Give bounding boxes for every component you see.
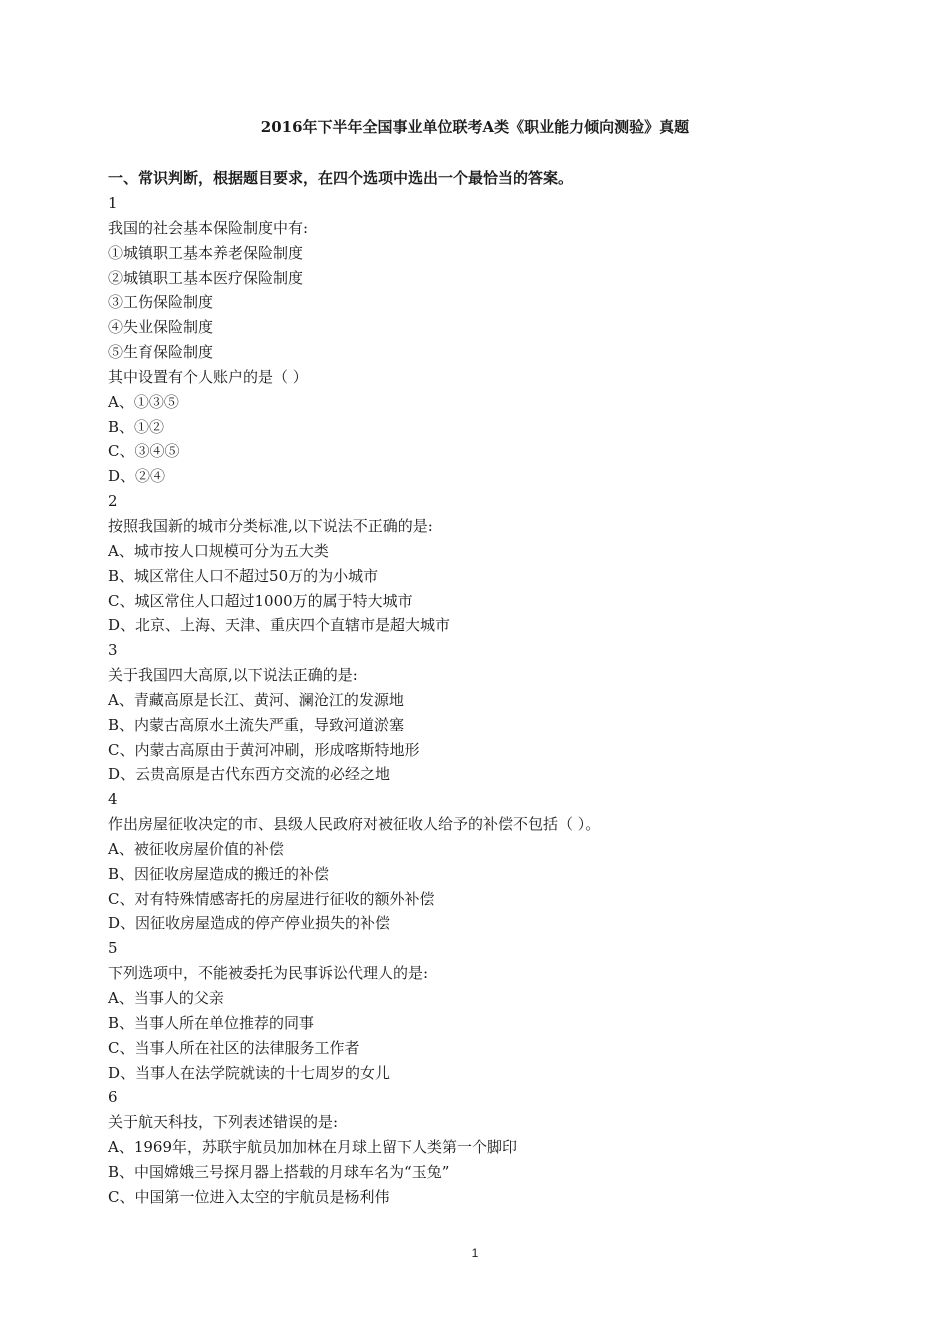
text-line: A、被征收房屋价值的补偿 xyxy=(108,839,284,858)
text-line: A、城市按人口规模可分为五大类 xyxy=(108,541,329,560)
text-line: D、云贵高原是古代东西方交流的必经之地 xyxy=(108,765,391,784)
text-line: 1 xyxy=(108,194,118,212)
text-line: ①城镇职工基本养老保险制度 xyxy=(108,243,304,262)
text-line: 按照我国新的城市分类标准,以下说法不正确的是: xyxy=(108,516,433,535)
text-line: D、因征收房屋造成的停产停业损失的补偿 xyxy=(108,914,391,933)
text-line: 作出房屋征收决定的市、县级人民政府对被征收人给予的补偿不包括（ ）。 xyxy=(108,815,601,834)
text-line: 5 xyxy=(108,939,118,958)
text-line: C、对有特殊情感寄托的房屋进行征收的额外补偿 xyxy=(108,889,435,908)
text-line: B、当事人所在单位推荐的同事 xyxy=(108,1013,315,1032)
text-line: A、1969年，苏联宇航员加加林在月球上留下人类第一个脚印 xyxy=(108,1138,518,1157)
text-line: A、当事人的父亲 xyxy=(108,989,224,1007)
text-line: D、北京、上海、天津、重庆四个直辖市是超大城市 xyxy=(108,616,451,635)
text-line: B、因征收房屋造成的搬迁的补偿 xyxy=(108,864,330,883)
text-line: 其中设置有个人账户的是（ ） xyxy=(108,367,308,386)
text-line: 下列选项中，不能被委托为民事诉讼代理人的是: xyxy=(108,964,429,983)
text-line: A、青藏高原是长江、黄河、澜沧江的发源地 xyxy=(108,690,404,709)
text-line: D、②④ xyxy=(108,467,166,486)
text-line: B、①② xyxy=(108,417,165,436)
text-line: B、内蒙古高原水土流失严重，导致河道淤塞 xyxy=(108,715,405,734)
text-line: 我国的社会基本保险制度中有: xyxy=(108,218,309,237)
text-line: 3 xyxy=(108,641,118,660)
text-line: ④失业保险制度 xyxy=(108,318,214,337)
text-line: 2 xyxy=(108,492,118,511)
text-line: B、中国嫦娥三号探月器上搭载的月球车名为“玉兔” xyxy=(108,1162,450,1181)
text-line: 关于航天科技，下列表述错误的是: xyxy=(108,1113,339,1132)
text-line: B、城区常住人口不超过50万的为小城市 xyxy=(108,566,379,585)
question-body xyxy=(108,191,908,1210)
text-line: 4 xyxy=(108,790,118,809)
text-line: C、当事人所在社区的法律服务工作者 xyxy=(108,1038,360,1057)
document-title: 2016年下半年全国事业单位联考A类《职业能力倾向测验》真题 xyxy=(260,118,690,136)
text-line: ⑤生育保险制度 xyxy=(108,343,214,362)
page-number: 1 xyxy=(471,1246,479,1260)
text-line: C、中国第一位进入太空的宇航员是杨利伟 xyxy=(108,1187,390,1206)
text-line: D、当事人在法学院就读的十七周岁的女儿 xyxy=(108,1063,391,1082)
text-line: A、①③⑤ xyxy=(108,392,179,411)
text-line: 关于我国四大高原,以下说法正确的是: xyxy=(108,666,358,685)
section-heading: 一、常识判断，根据题目要求，在四个选项中选出一个最恰当的答案。 xyxy=(108,169,574,187)
text-line: ③工伤保险制度 xyxy=(108,293,214,312)
text-line: ②城镇职工基本医疗保险制度 xyxy=(108,268,304,287)
text-line: C、③④⑤ xyxy=(108,442,180,461)
text-line: 6 xyxy=(108,1088,118,1107)
text-line: C、城区常住人口超过1000万的属于特大城市 xyxy=(108,591,413,610)
text-line: C、内蒙古高原由于黄河冲刷，形成喀斯特地形 xyxy=(108,740,420,759)
